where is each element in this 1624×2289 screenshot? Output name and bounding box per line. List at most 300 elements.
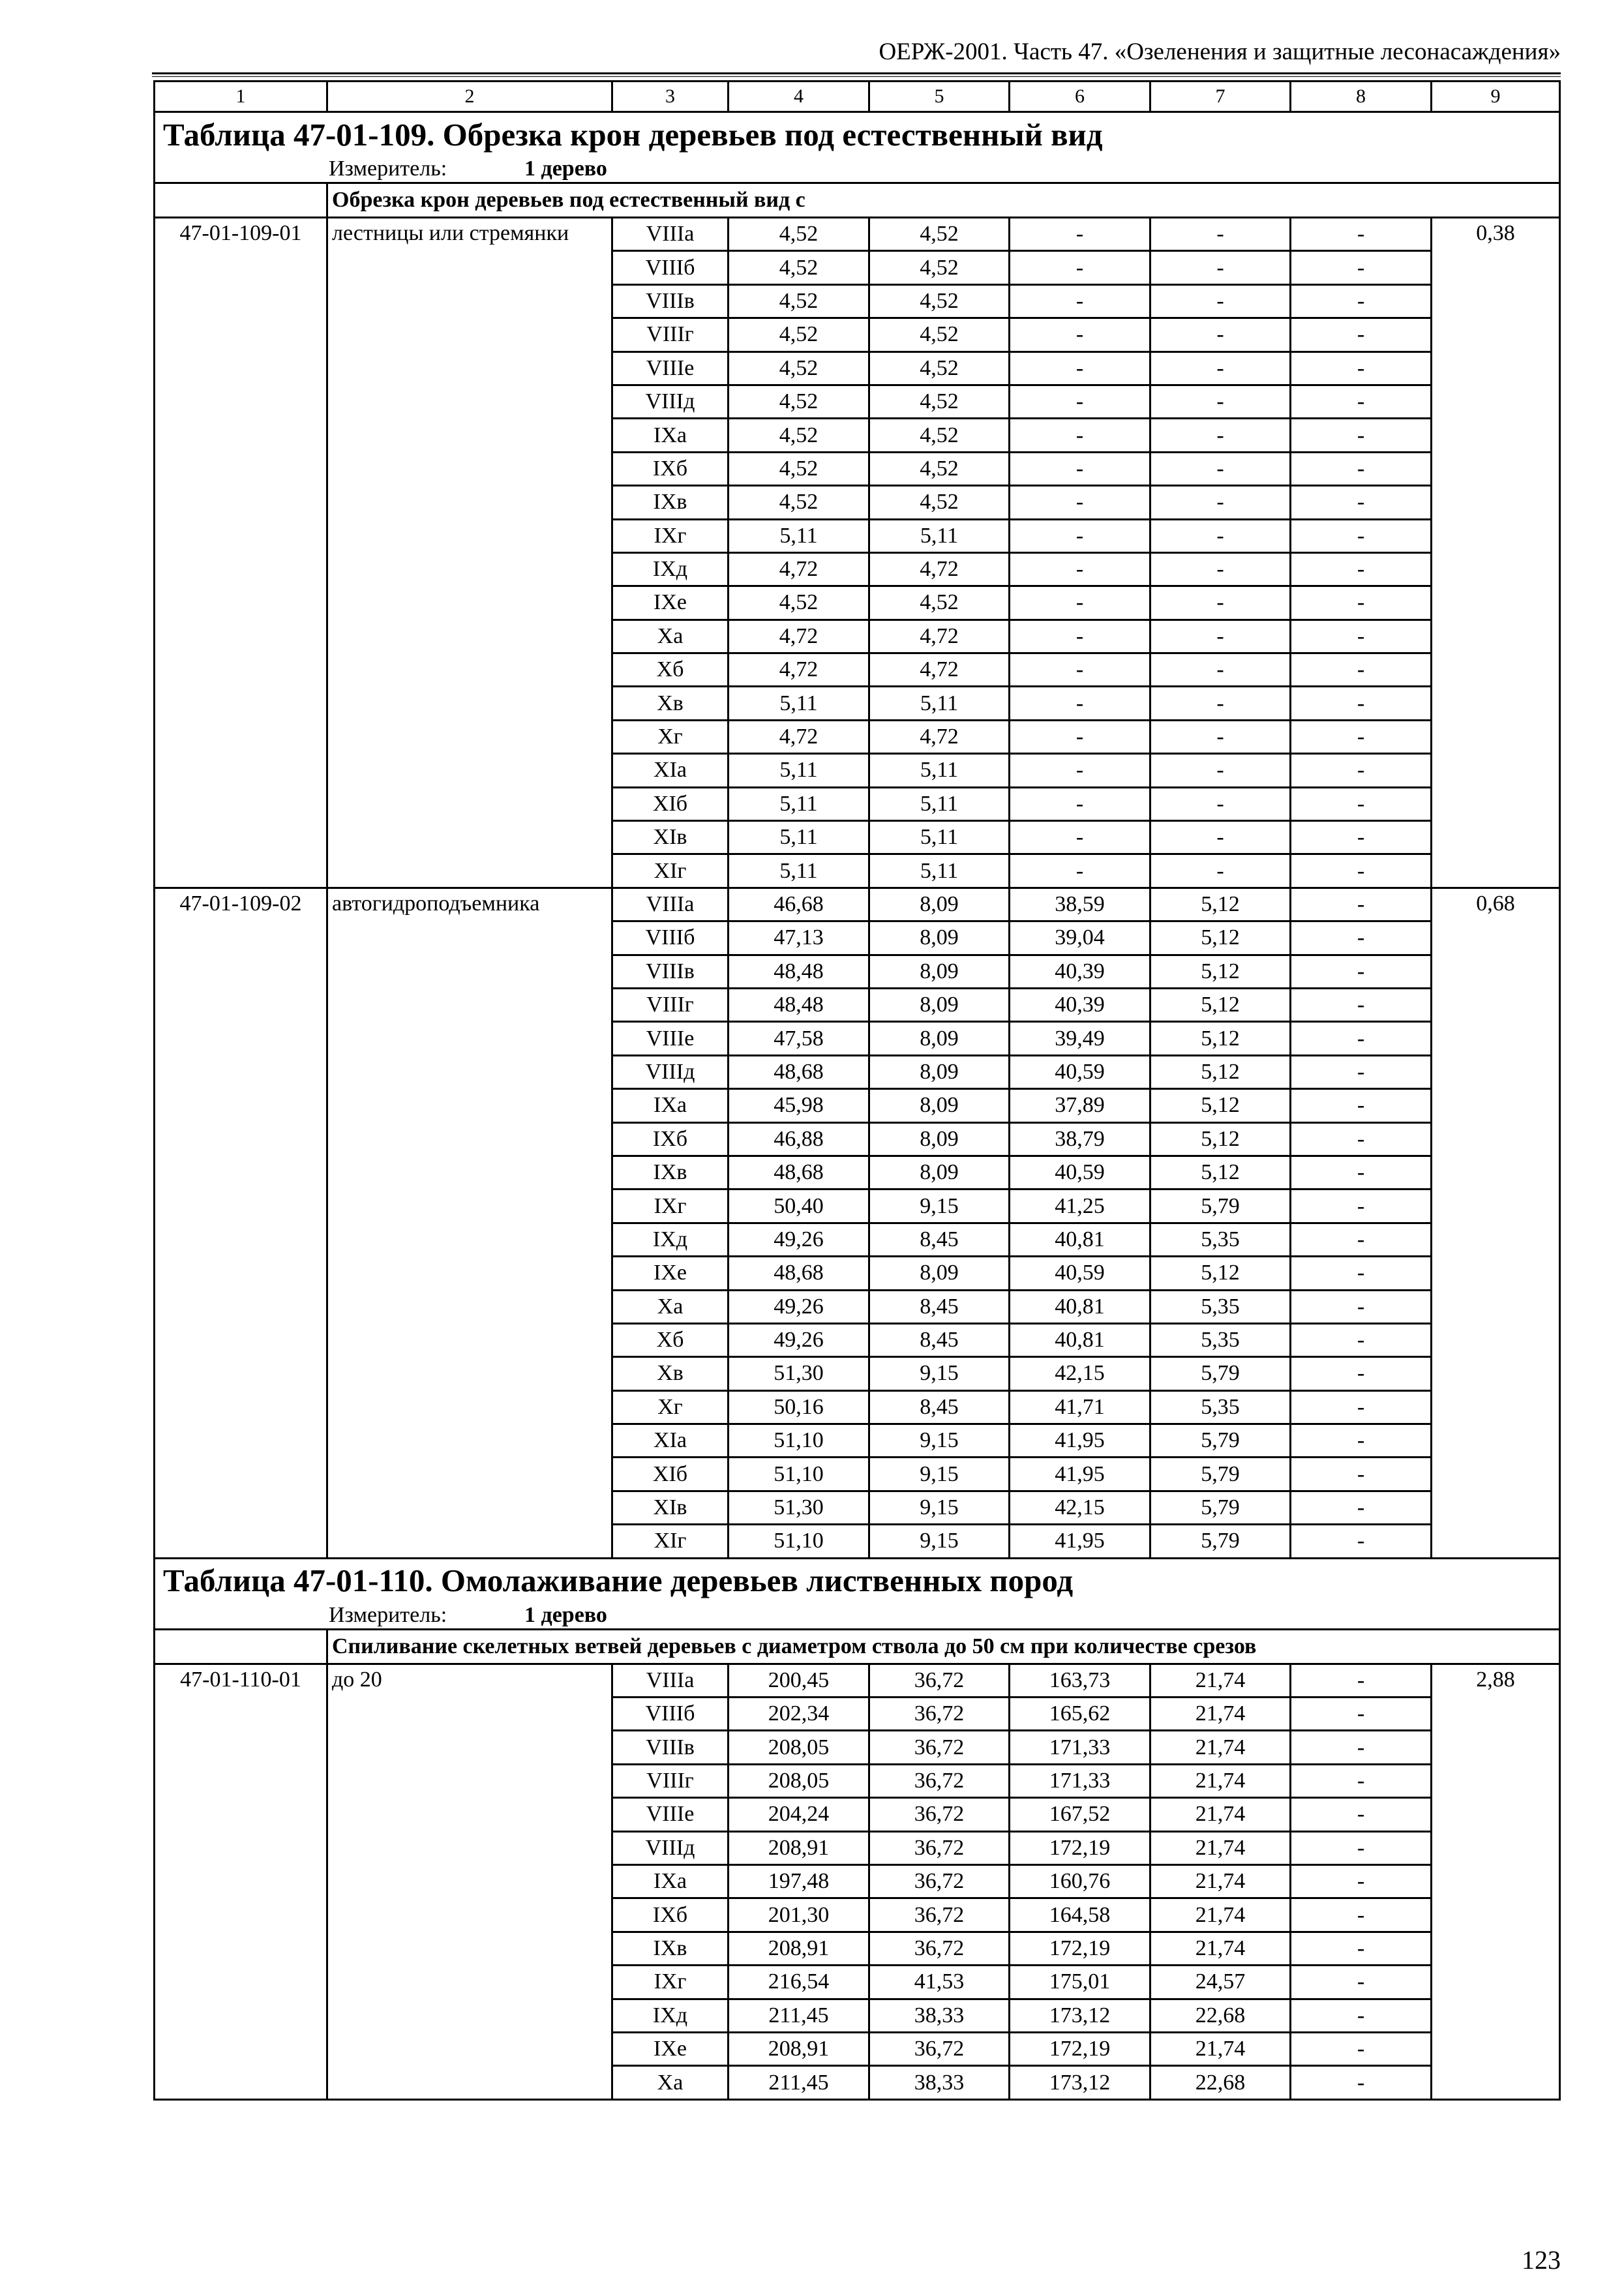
cell-col5: 4,52 [869, 419, 1010, 452]
cell-col4: 204,24 [729, 1798, 869, 1831]
cell-col4: 4,72 [729, 620, 869, 653]
column-number-row [155, 82, 1560, 112]
cell-col3: IXб [612, 1898, 729, 1932]
cell-col6: 37,89 [1010, 1089, 1150, 1122]
cell-col6: 173,12 [1010, 2066, 1150, 2099]
table-title: Таблица 47-01-109. Обрезка крон деревьев под естественный вид [155, 112, 1560, 157]
cell-col7: 5,12 [1150, 1022, 1291, 1055]
cell-col6: - [1010, 452, 1150, 485]
cell-col5: 9,15 [869, 1491, 1010, 1524]
cell-col4: 211,45 [729, 1999, 869, 2032]
cell-col5: 38,33 [869, 1999, 1010, 2032]
cell-col8: - [1291, 1864, 1432, 1898]
measure-row [155, 156, 1560, 183]
cell-col3: XIа [612, 1424, 729, 1458]
cell-col6: 40,59 [1010, 1156, 1150, 1189]
cell-col4: 50,40 [729, 1189, 869, 1223]
cell-col5: 4,72 [869, 653, 1010, 687]
cell-col3: XIб [612, 787, 729, 820]
cell-col3: XIб [612, 1458, 729, 1491]
cell-col3: Xг [612, 1390, 729, 1424]
cell-col3: VIIIе [612, 1798, 729, 1831]
table-title-row [155, 1558, 1560, 1602]
cell-col5: 36,72 [869, 1764, 1010, 1797]
cell-col3: VIIIг [612, 988, 729, 1021]
cell-col3: IXд [612, 1223, 729, 1256]
cell-col3: IXе [612, 1257, 729, 1290]
cell-col5: 8,09 [869, 1055, 1010, 1088]
cell-col8: - [1291, 1290, 1432, 1323]
cell-col6: - [1010, 754, 1150, 787]
cell-col6: - [1010, 586, 1150, 620]
cell-col3: VIIIб [612, 251, 729, 284]
cell-col5: 36,72 [869, 1798, 1010, 1831]
measure-label: Измеритель: [329, 157, 447, 181]
cell-col7: - [1150, 720, 1291, 753]
cell-col6: 41,71 [1010, 1390, 1150, 1424]
cell-col5: 4,52 [869, 251, 1010, 284]
cell-col4: 51,30 [729, 1357, 869, 1390]
cell-col4: 4,52 [729, 218, 869, 251]
cell-col6: 40,59 [1010, 1257, 1150, 1290]
cell-col5: 8,09 [869, 888, 1010, 921]
cell-col8: - [1291, 1898, 1432, 1932]
column-number: 3 [612, 82, 729, 112]
cell-col7: 5,79 [1150, 1189, 1291, 1223]
cell-col6: - [1010, 620, 1150, 653]
cell-col7: 22,68 [1150, 2066, 1291, 2099]
cell-col4: 49,26 [729, 1223, 869, 1256]
cell-col7: - [1150, 218, 1291, 251]
cell-col4: 5,11 [729, 821, 869, 854]
cell-col3: VIIIд [612, 1055, 729, 1088]
cell-col5: 8,09 [869, 1122, 1010, 1156]
cell-col8: - [1291, 1764, 1432, 1797]
cell-col3: Xг [612, 720, 729, 753]
cell-col6: 40,59 [1010, 1055, 1150, 1088]
cell-col4: 5,11 [729, 687, 869, 720]
cell-col6: - [1010, 251, 1150, 284]
cell-col6: 172,19 [1010, 1932, 1150, 1965]
cell-col7: 21,74 [1150, 1664, 1291, 1697]
cell-col6: 41,95 [1010, 1424, 1150, 1458]
cell-col6: 39,04 [1010, 921, 1150, 955]
cell-col3: VIIIд [612, 385, 729, 418]
cell-col8: - [1291, 955, 1432, 988]
cell-col6: 41,95 [1010, 1458, 1150, 1491]
cell-col8: - [1291, 854, 1432, 888]
cell-col5: 4,52 [869, 452, 1010, 485]
cell-col3: IXе [612, 2032, 729, 2065]
cell-col5: 9,15 [869, 1189, 1010, 1223]
cell-col8: - [1291, 821, 1432, 854]
column-number: 5 [869, 82, 1010, 112]
cell-col3: IXв [612, 486, 729, 519]
cell-col6: 165,62 [1010, 1698, 1150, 1731]
cell-col8: - [1291, 385, 1432, 418]
cell-col5: 4,52 [869, 486, 1010, 519]
cell-col6: - [1010, 318, 1150, 352]
cell-col8: - [1291, 1491, 1432, 1524]
column-number: 9 [1432, 82, 1560, 112]
cell-col3: Xв [612, 1357, 729, 1390]
column-number: 1 [155, 82, 327, 112]
cell-col8: - [1291, 1189, 1432, 1223]
norm-col9: 2,88 [1432, 1664, 1560, 2099]
norm-code: 47-01-109-02 [155, 888, 327, 1558]
norm-name: лестницы или стремянки [327, 218, 612, 888]
cell-col3: XIв [612, 821, 729, 854]
cell-col3: Xа [612, 2066, 729, 2099]
cell-col7: - [1150, 284, 1291, 318]
cell-col3: Xв [612, 687, 729, 720]
cell-col6: - [1010, 720, 1150, 753]
cell-col7: - [1150, 251, 1291, 284]
cell-col5: 8,09 [869, 1257, 1010, 1290]
cell-col5: 36,72 [869, 1831, 1010, 1864]
cell-col3: VIIIе [612, 352, 729, 385]
cell-col4: 4,52 [729, 452, 869, 485]
cell-col5: 5,11 [869, 821, 1010, 854]
cell-col7: - [1150, 687, 1291, 720]
cell-col6: 172,19 [1010, 2032, 1150, 2065]
cell-col4: 47,13 [729, 921, 869, 955]
cell-col4: 4,72 [729, 552, 869, 586]
cell-col3: Xб [612, 653, 729, 687]
cell-col4: 49,26 [729, 1323, 869, 1356]
cell-col3: IXа [612, 1864, 729, 1898]
cell-col6: 38,79 [1010, 1122, 1150, 1156]
cell-col8: - [1291, 1122, 1432, 1156]
cell-col3: IXд [612, 1999, 729, 2032]
cell-col3: VIIIд [612, 1831, 729, 1864]
cell-col7: - [1150, 452, 1291, 485]
cell-col6: 39,49 [1010, 1022, 1150, 1055]
cell-col4: 48,48 [729, 988, 869, 1021]
cell-col7: 5,12 [1150, 1089, 1291, 1122]
cell-col7: - [1150, 352, 1291, 385]
table-subtitle: Спиливание скелетных ветвей деревьев с диаметром ствола до 50 см при количестве срезов [327, 1629, 1560, 1664]
cell-col4: 200,45 [729, 1664, 869, 1697]
cell-col3: VIIIе [612, 1022, 729, 1055]
cell-col8: - [1291, 1424, 1432, 1458]
cell-col6: 171,33 [1010, 1764, 1150, 1797]
cell-col7: 21,74 [1150, 1932, 1291, 1965]
cell-col4: 211,45 [729, 2066, 869, 2099]
cell-col3: VIIIг [612, 1764, 729, 1797]
cell-col7: 5,12 [1150, 955, 1291, 988]
cell-col4: 51,10 [729, 1458, 869, 1491]
cell-col3: Xб [612, 1323, 729, 1356]
cell-col8: - [1291, 419, 1432, 452]
cell-col7: 21,74 [1150, 1731, 1291, 1764]
cell-col8: - [1291, 888, 1432, 921]
cell-col6: - [1010, 653, 1150, 687]
cell-col6: 40,39 [1010, 955, 1150, 988]
cell-col6: - [1010, 687, 1150, 720]
cell-col5: 5,11 [869, 687, 1010, 720]
cell-col4: 4,52 [729, 486, 869, 519]
cell-col8: - [1291, 687, 1432, 720]
table-subtitle: Обрезка крон деревьев под естественный вид с [327, 183, 1560, 218]
table-row [155, 1664, 1560, 1697]
cell-col5: 9,15 [869, 1525, 1010, 1558]
cell-col8: - [1291, 352, 1432, 385]
cell-col6: 175,01 [1010, 1966, 1150, 1999]
cell-col8: - [1291, 988, 1432, 1021]
cell-col8: - [1291, 1798, 1432, 1831]
cell-col4: 208,05 [729, 1764, 869, 1797]
cell-col6: 40,39 [1010, 988, 1150, 1021]
cell-col5: 36,72 [869, 2032, 1010, 2065]
cell-col7: 5,12 [1150, 888, 1291, 921]
cell-col5: 4,72 [869, 720, 1010, 753]
cell-col8: - [1291, 1323, 1432, 1356]
cell-col8: - [1291, 1055, 1432, 1088]
cell-col5: 4,72 [869, 552, 1010, 586]
cell-col3: IXг [612, 1966, 729, 1999]
cell-col7: 5,35 [1150, 1290, 1291, 1323]
cell-col5: 4,52 [869, 586, 1010, 620]
cell-col6: - [1010, 385, 1150, 418]
cell-col6: 40,81 [1010, 1223, 1150, 1256]
cell-col7: - [1150, 419, 1291, 452]
cell-col7: 5,12 [1150, 1055, 1291, 1088]
cell-col8: - [1291, 251, 1432, 284]
cell-col7: 5,79 [1150, 1458, 1291, 1491]
cell-col7: 5,12 [1150, 1122, 1291, 1156]
cell-col5: 38,33 [869, 2066, 1010, 2099]
cell-col4: 49,26 [729, 1290, 869, 1323]
cell-col4: 4,52 [729, 586, 869, 620]
cell-col5: 36,72 [869, 1731, 1010, 1764]
cell-col4: 4,72 [729, 720, 869, 753]
subtitle-row [155, 183, 1560, 218]
cell-col4: 4,52 [729, 419, 869, 452]
measure-value: 1 дерево [524, 1602, 607, 1627]
page-header: ОЕРЖ-2001. Часть 47. «Озеленения и защитные лесонасаждения» [879, 38, 1561, 65]
cell-col3: VIIIв [612, 955, 729, 988]
cell-col4: 5,11 [729, 519, 869, 552]
measure-label: Измеритель: [329, 1602, 447, 1627]
cell-col7: - [1150, 519, 1291, 552]
cell-col4: 46,68 [729, 888, 869, 921]
cell-col6: - [1010, 854, 1150, 888]
subtitle-row [155, 1629, 1560, 1664]
cell-col4: 5,11 [729, 854, 869, 888]
cell-col7: 5,79 [1150, 1491, 1291, 1524]
cell-col5: 8,09 [869, 988, 1010, 1021]
cell-col3: XIв [612, 1491, 729, 1524]
cell-col4: 46,88 [729, 1122, 869, 1156]
cell-col6: 164,58 [1010, 1898, 1150, 1932]
cell-col5: 8,09 [869, 1089, 1010, 1122]
cell-col7: 24,57 [1150, 1966, 1291, 1999]
table-row [155, 888, 1560, 921]
cell-col7: - [1150, 854, 1291, 888]
cell-col7: 5,35 [1150, 1223, 1291, 1256]
cell-col6: 38,59 [1010, 888, 1150, 921]
cell-col8: - [1291, 2032, 1432, 2065]
cell-col5: 5,11 [869, 754, 1010, 787]
cell-col7: 5,12 [1150, 1156, 1291, 1189]
cell-col4: 45,98 [729, 1089, 869, 1122]
column-number: 7 [1150, 82, 1291, 112]
cell-col8: - [1291, 218, 1432, 251]
cell-col3: IXб [612, 452, 729, 485]
cell-col3: IXа [612, 419, 729, 452]
cell-col5: 36,72 [869, 1864, 1010, 1898]
cell-col7: 22,68 [1150, 1999, 1291, 2032]
column-number: 8 [1291, 82, 1432, 112]
cell-col5: 9,15 [869, 1357, 1010, 1390]
norm-code: 47-01-110-01 [155, 1664, 327, 2099]
measure-cell [155, 1602, 1560, 1630]
cell-col7: 5,12 [1150, 921, 1291, 955]
cell-col3: VIIIа [612, 218, 729, 251]
cell-col8: - [1291, 1458, 1432, 1491]
cell-col3: VIIIг [612, 318, 729, 352]
cell-col6: 41,25 [1010, 1189, 1150, 1223]
cell-col8: - [1291, 586, 1432, 620]
cell-col5: 5,11 [869, 854, 1010, 888]
cell-col7: 5,12 [1150, 988, 1291, 1021]
cell-col7: 5,35 [1150, 1323, 1291, 1356]
subtitle-spacer [155, 183, 327, 218]
cell-col7: 21,74 [1150, 1798, 1291, 1831]
norm-col9: 0,38 [1432, 218, 1560, 888]
cell-col8: - [1291, 1698, 1432, 1731]
cell-col5: 8,45 [869, 1290, 1010, 1323]
norm-col9: 0,68 [1432, 888, 1560, 1558]
measure-value: 1 дерево [524, 157, 607, 181]
cell-col6: 163,73 [1010, 1664, 1150, 1697]
cell-col8: - [1291, 1089, 1432, 1122]
cell-col5: 8,09 [869, 921, 1010, 955]
cell-col4: 51,30 [729, 1491, 869, 1524]
cell-col4: 5,11 [729, 787, 869, 820]
cell-col4: 208,91 [729, 2032, 869, 2065]
cell-col6: 172,19 [1010, 1831, 1150, 1864]
cell-col6: 171,33 [1010, 1731, 1150, 1764]
cell-col6: 160,76 [1010, 1864, 1150, 1898]
cell-col3: XIг [612, 1525, 729, 1558]
cell-col3: VIIIв [612, 284, 729, 318]
cell-col6: - [1010, 552, 1150, 586]
cell-col7: 21,74 [1150, 1764, 1291, 1797]
cell-col6: 167,52 [1010, 1798, 1150, 1831]
cell-col4: 4,52 [729, 385, 869, 418]
cell-col5: 41,53 [869, 1966, 1010, 1999]
cell-col6: - [1010, 787, 1150, 820]
cell-col4: 48,68 [729, 1055, 869, 1088]
cell-col4: 51,10 [729, 1525, 869, 1558]
cell-col8: - [1291, 1664, 1432, 1697]
column-number: 4 [729, 82, 869, 112]
cell-col7: - [1150, 552, 1291, 586]
header-rule-thin [152, 76, 1561, 77]
cell-col4: 208,05 [729, 1731, 869, 1764]
cell-col4: 48,48 [729, 955, 869, 988]
cell-col5: 9,15 [869, 1458, 1010, 1491]
subtitle-spacer [155, 1629, 327, 1664]
cell-col8: - [1291, 1357, 1432, 1390]
cell-col5: 4,52 [869, 284, 1010, 318]
cell-col5: 8,45 [869, 1323, 1010, 1356]
cell-col3: VIIIа [612, 888, 729, 921]
cell-col7: 5,79 [1150, 1357, 1291, 1390]
cell-col4: 4,52 [729, 352, 869, 385]
cell-col3: IXа [612, 1089, 729, 1122]
cell-col8: - [1291, 653, 1432, 687]
cell-col8: - [1291, 720, 1432, 753]
cell-col7: - [1150, 821, 1291, 854]
cell-col3: XIг [612, 854, 729, 888]
norm-code: 47-01-109-01 [155, 218, 327, 888]
cell-col3: Xа [612, 1290, 729, 1323]
cell-col5: 9,15 [869, 1424, 1010, 1458]
cell-col3: Xа [612, 620, 729, 653]
cell-col8: - [1291, 787, 1432, 820]
cell-col4: 208,91 [729, 1831, 869, 1864]
cell-col6: - [1010, 519, 1150, 552]
cell-col7: 5,35 [1150, 1390, 1291, 1424]
cell-col8: - [1291, 1022, 1432, 1055]
cell-col3: VIIIа [612, 1664, 729, 1697]
cell-col7: - [1150, 653, 1291, 687]
cell-col4: 4,52 [729, 318, 869, 352]
cell-col6: - [1010, 419, 1150, 452]
cell-col3: IXг [612, 1189, 729, 1223]
cell-col4: 197,48 [729, 1864, 869, 1898]
header-rule [152, 72, 1561, 74]
cell-col3: XIа [612, 754, 729, 787]
cell-col5: 4,52 [869, 385, 1010, 418]
cell-col6: 42,15 [1010, 1491, 1150, 1524]
cell-col7: 21,74 [1150, 1864, 1291, 1898]
cell-col7: 5,12 [1150, 1257, 1291, 1290]
cell-col4: 216,54 [729, 1966, 869, 1999]
cell-col4: 48,68 [729, 1257, 869, 1290]
cell-col3: IXе [612, 586, 729, 620]
norm-name: автогидроподъемника [327, 888, 612, 1558]
cell-col7: - [1150, 754, 1291, 787]
cell-col5: 36,72 [869, 1932, 1010, 1965]
measure-row [155, 1602, 1560, 1630]
cell-col6: 173,12 [1010, 1999, 1150, 2032]
norms-table [153, 80, 1561, 2101]
cell-col5: 5,11 [869, 519, 1010, 552]
cell-col3: IXв [612, 1156, 729, 1189]
column-number: 6 [1010, 82, 1150, 112]
table-title-row [155, 112, 1560, 157]
cell-col5: 8,09 [869, 1156, 1010, 1189]
cell-col5: 8,09 [869, 1022, 1010, 1055]
cell-col3: IXб [612, 1122, 729, 1156]
cell-col8: - [1291, 552, 1432, 586]
cell-col4: 201,30 [729, 1898, 869, 1932]
cell-col4: 202,34 [729, 1698, 869, 1731]
cell-col7: - [1150, 787, 1291, 820]
cell-col6: - [1010, 218, 1150, 251]
cell-col5: 8,45 [869, 1390, 1010, 1424]
cell-col8: - [1291, 754, 1432, 787]
cell-col5: 4,52 [869, 218, 1010, 251]
cell-col6: - [1010, 486, 1150, 519]
cell-col8: - [1291, 1390, 1432, 1424]
cell-col6: 40,81 [1010, 1323, 1150, 1356]
cell-col4: 48,68 [729, 1156, 869, 1189]
